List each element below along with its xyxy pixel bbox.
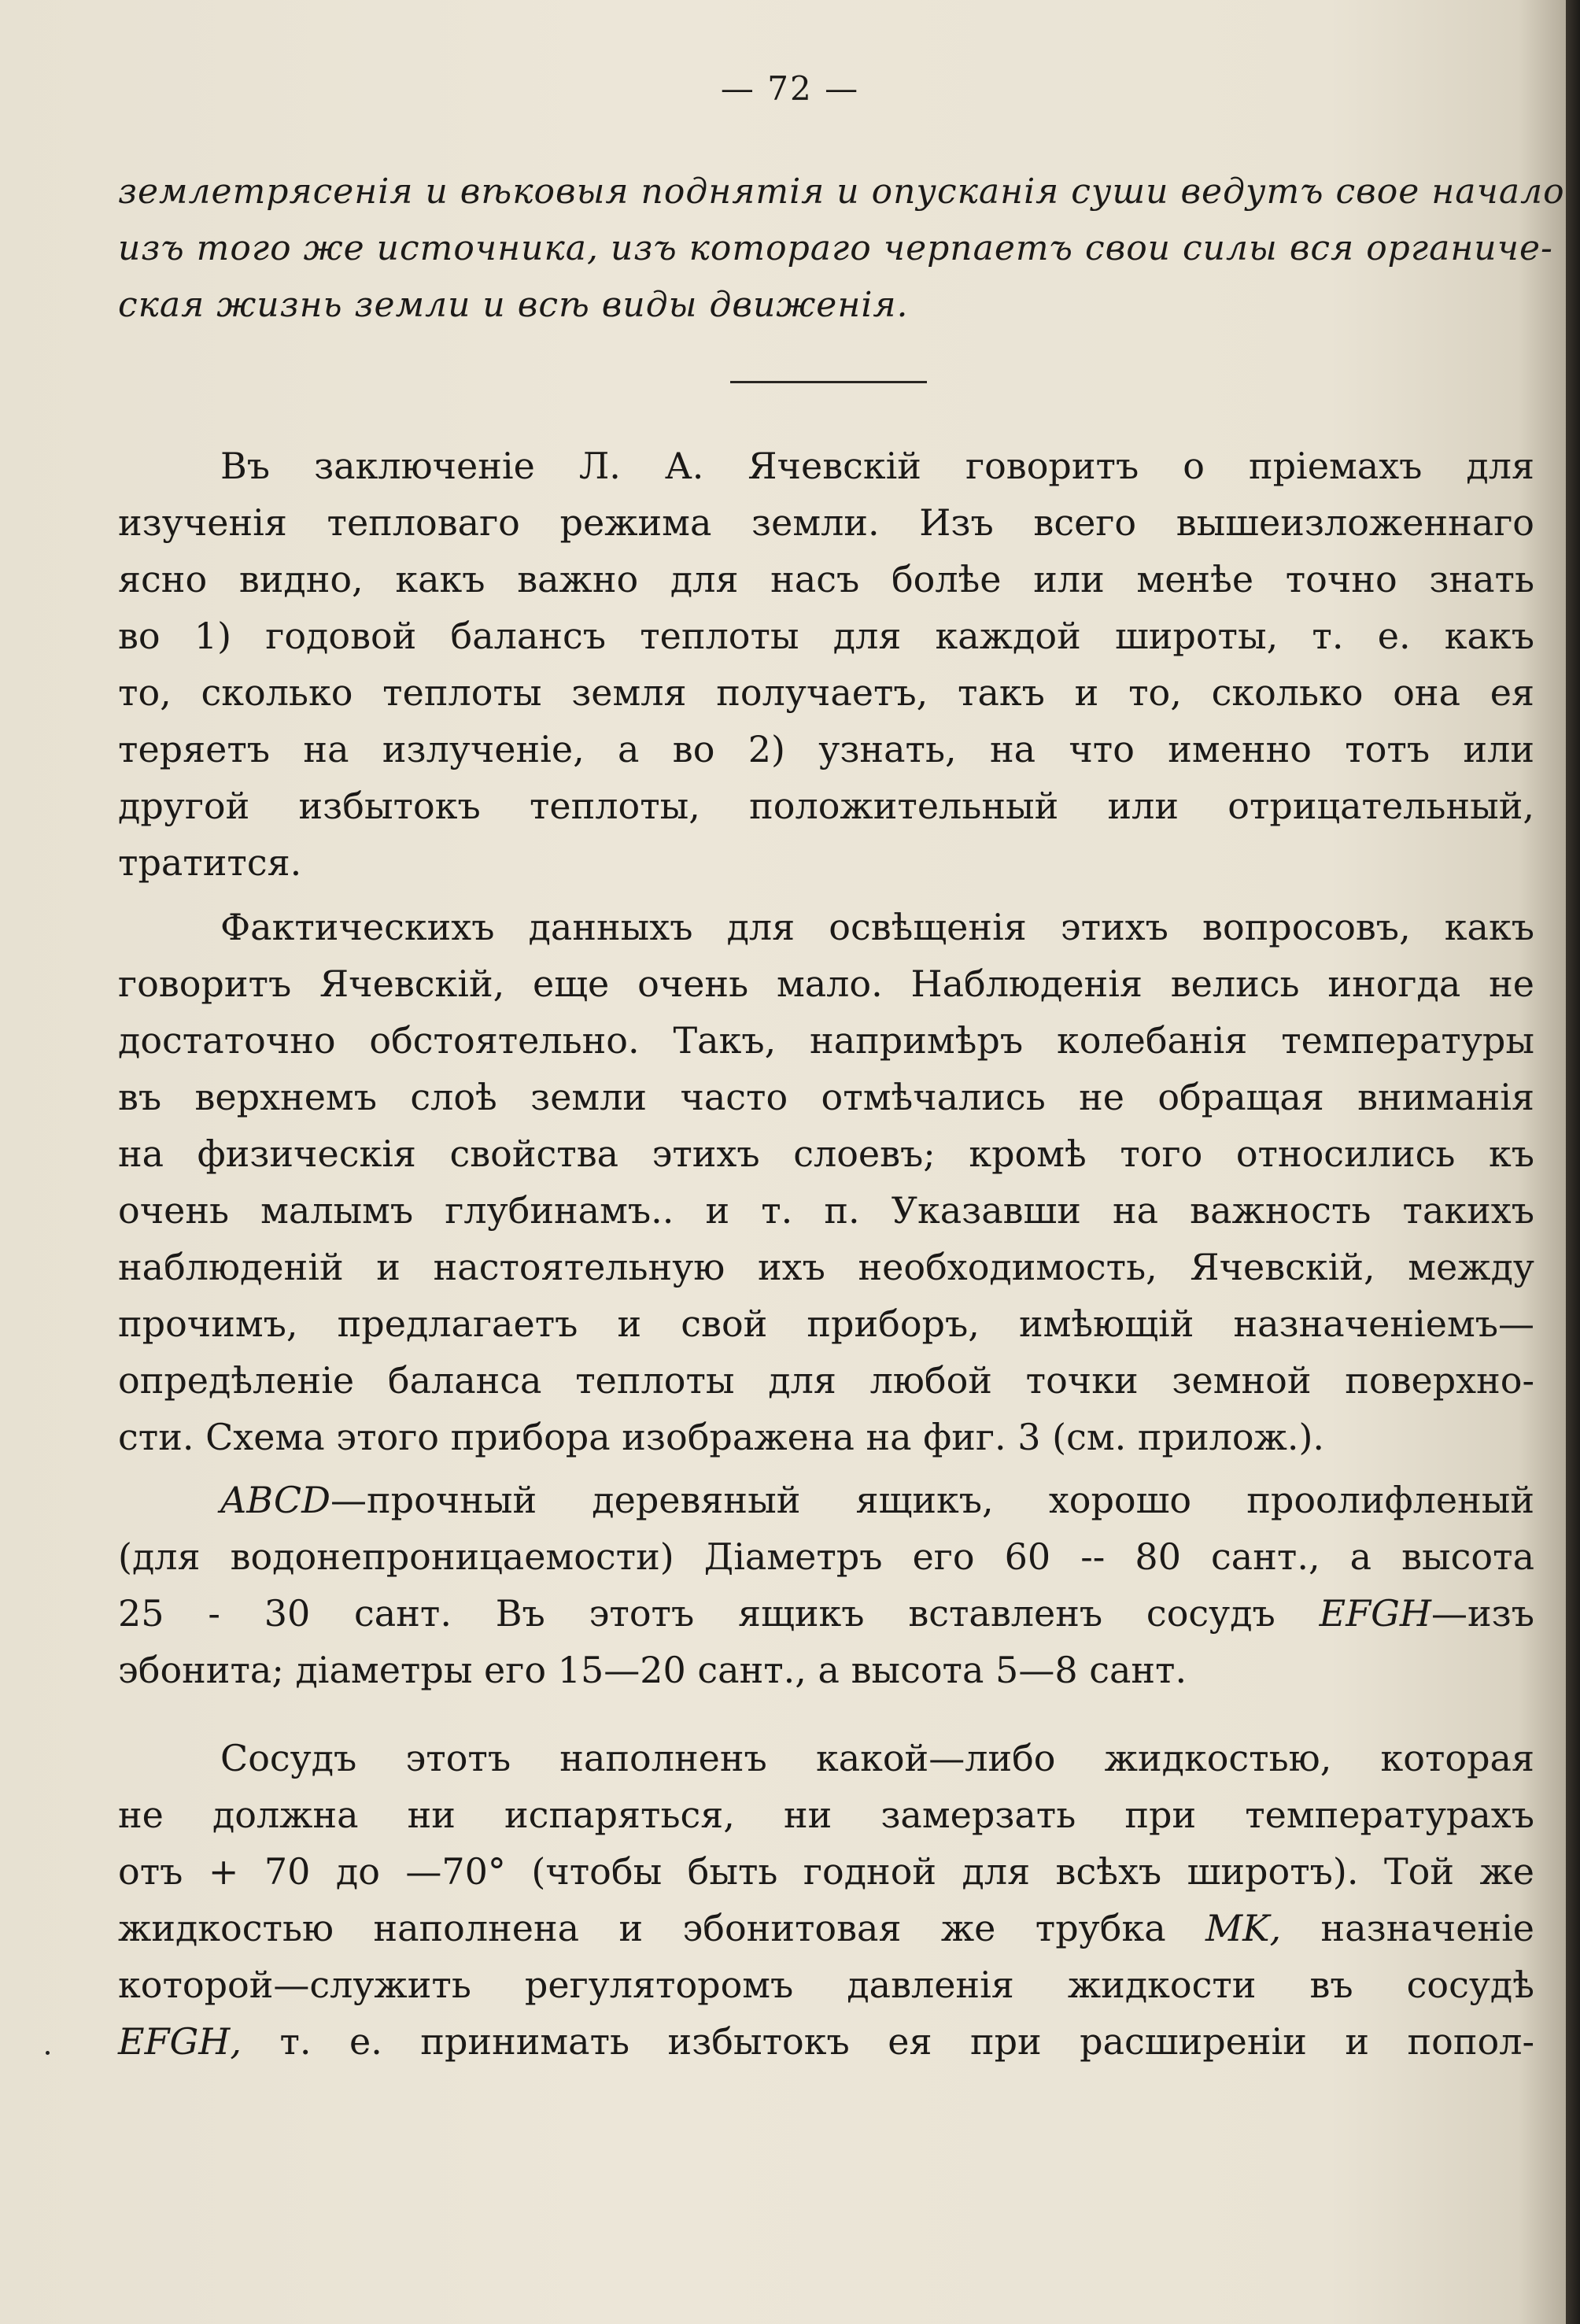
text-fragment: 25 - 30 сант. Въ этотъ ящикъ вставленъ сосудъ: [118, 1592, 1275, 1635]
text-fragment: —изъ: [1430, 1592, 1534, 1635]
text-line: въ верхнемъ слоѣ земли часто отмѣчались не обращая вниманія: [118, 1076, 1534, 1118]
text-line: Въ заключеніе Л. А. Ячевскій говоритъ о пріемахъ для: [220, 445, 1534, 487]
italic-line: ская жизнь земли и всѣ виды движенія.: [118, 285, 909, 325]
text-fragment: жидкостью наполнена и эбонитовая же трубка: [118, 1907, 1166, 1949]
text-line: [118, 1585, 1534, 1642]
text-line: ясно видно, какъ важно для насъ болѣе или менѣе точно знать: [118, 558, 1534, 600]
text-line: не должна ни испаряться, ни замерзать при температурахъ: [118, 1794, 1534, 1836]
text-line: которой—служить регуляторомъ давленія жидкости въ сосудѣ: [118, 1964, 1534, 2006]
italic-passage: [118, 164, 1565, 334]
paragraph-conclusion: [118, 438, 1534, 891]
text-line: другой избытокъ теплоты, положительный или отрицательный,: [118, 785, 1534, 827]
text-line: теряетъ на излученіе, а во 2) узнать, на что именно тотъ или: [118, 728, 1534, 770]
page-edge-shadow: [1566, 0, 1580, 2324]
label-efgh: EFGH,: [118, 2020, 242, 2063]
text-line: прочимъ, предлагаетъ и свой приборъ, имѣющій назначеніемъ—: [118, 1302, 1534, 1345]
text-line: [118, 1472, 1534, 1528]
text-line: Фактическихъ данныхъ для освѣщенія этихъ вопросовъ, какъ: [220, 906, 1534, 948]
text-line: Сосудъ этотъ наполненъ какой—либо жидкостью, которая: [220, 1737, 1534, 1779]
text-line: изученія тепловаго режима земли. Изъ всего вышеизложеннаго: [118, 501, 1534, 544]
italic-line: изъ того же источника, изъ котораго черпаетъ свои силы вся органиче-: [118, 228, 1553, 268]
section-divider: [730, 381, 927, 383]
text-line: [118, 1900, 1534, 1956]
paragraph-vessel: [118, 1730, 1534, 2070]
text-line: [118, 2013, 1534, 2070]
label-efgh: EFGH: [1319, 1592, 1431, 1635]
text-line: отъ + 70 до —70° (чтобы быть годной для всѣхъ широтъ). Той же: [118, 1850, 1534, 1893]
label-abcd: ABCD: [220, 1479, 330, 1521]
text-line: сти. Схема этого прибора изображена на фиг. 3 (см. прилож.).: [118, 1416, 1325, 1458]
text-fragment: назначеніе: [1320, 1907, 1535, 1949]
text-line: наблюденій и настоятельную ихъ необходимость, Ячевскій, между: [118, 1246, 1534, 1288]
page-number: — 72 —: [720, 69, 860, 108]
text-line: на физическія свойства этихъ слоевъ; кромѣ того относились къ: [118, 1132, 1534, 1175]
text-line: то, сколько теплоты земля получаетъ, такъ и то, сколько она ея: [118, 671, 1534, 714]
paragraph-box: [118, 1472, 1534, 1698]
text-fragment: —прочный деревяный ящикъ, хорошо проолифленый: [330, 1479, 1534, 1521]
text-line: во 1) годовой балансъ теплоты для каждой широты, т. е. какъ: [118, 615, 1534, 657]
text-line: достаточно обстоятельно. Такъ, напримѣръ колебанія температуры: [118, 1019, 1534, 1062]
text-line: эбонита; діаметры его 15—20 сант., а высота 5—8 сант.: [118, 1649, 1187, 1691]
text-fragment: т. е. принимать избытокъ ея при расширеніи и попол-: [279, 2020, 1534, 2063]
label-mk: MK,: [1205, 1907, 1282, 1949]
italic-line: землетрясенія и вѣковыя поднятія и опусканія суши ведутъ свое начало: [118, 172, 1565, 212]
text-line: очень малымъ глубинамъ.. и т. п. Указавши на важность такихъ: [118, 1189, 1534, 1232]
text-line: говоритъ Ячевскій, еще очень мало. Наблюденія велись иногда не: [118, 962, 1534, 1005]
text-line: (для водонепроницаемости) Діаметръ его 60 -- 80 сант., а высота: [118, 1535, 1534, 1578]
text-line: опредѣленіе баланса теплоты для любой точки земной поверхно-: [118, 1359, 1534, 1402]
paragraph-facts: [118, 899, 1534, 1465]
text-line: тратится.: [118, 841, 302, 884]
ink-speck: [46, 2051, 50, 2055]
